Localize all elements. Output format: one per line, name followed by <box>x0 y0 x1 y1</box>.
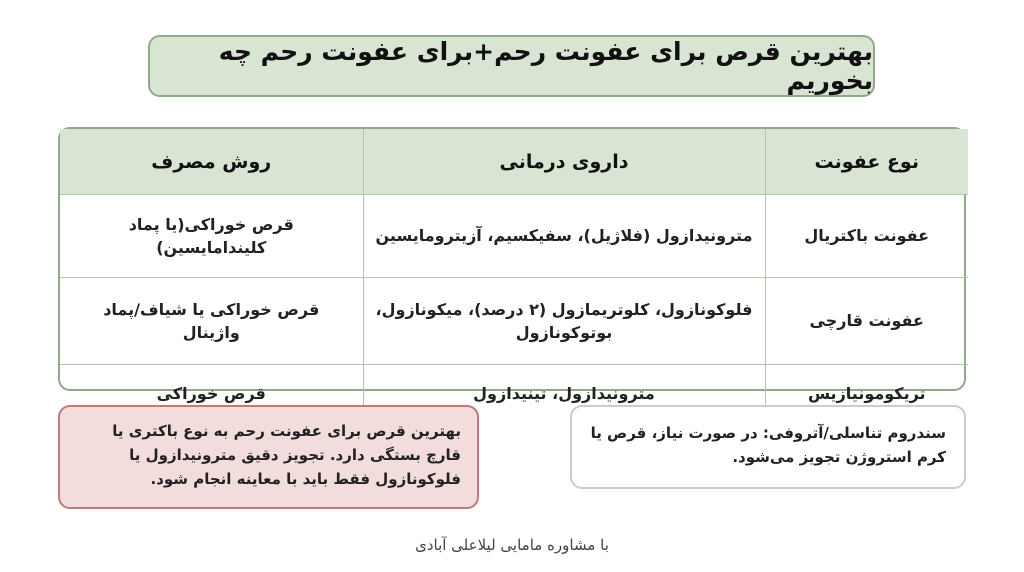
footer-credit: با مشاوره مامایی لیلاعلی آبادی <box>415 536 609 554</box>
warning-note: بهترین قرص برای عفونت رحم به نوع باکتری یا قارچ بستگی دارد. تجویز دقیق مترونیدازول یا فلوکونازول فقط باید با معاینه انجام شود. <box>58 405 479 509</box>
cell-usage-method: قرص خوراکی(یا پماد کلیندامایسین) <box>60 195 363 278</box>
treatment-table-grid <box>60 129 968 423</box>
table-row <box>60 278 968 365</box>
page-title-box <box>148 35 875 97</box>
page-title: بهترین قرص برای عفونت رحم+برای عفونت رحم چه بخوریم <box>218 37 873 95</box>
cell-usage-method: قرص خوراکی یا شیاف/پماد واژینال <box>60 278 363 365</box>
header-infection-type: نوع عفونت <box>765 129 968 195</box>
cell-medication: مترونیدازول (فلاژیل)، سفیکسیم، آزیترومایسین <box>363 195 765 278</box>
cell-medication: فلوکونازول، کلوتریمازول (۲ درصد)، میکونازول، بوتوکونازول <box>363 278 765 365</box>
table-row <box>60 195 968 278</box>
treatment-table <box>58 127 966 404</box>
table-header-row <box>60 129 968 195</box>
cell-infection-type: تریکومونیازیس <box>765 365 968 424</box>
header-usage-method: روش مصرف <box>60 129 363 195</box>
cell-infection-type: عفونت قارچی <box>765 278 968 365</box>
cell-usage-method: قرص خوراکی <box>60 365 363 424</box>
cell-infection-type: عفونت باکتریال <box>765 195 968 278</box>
header-medication: داروی درمانی <box>363 129 765 195</box>
estrogen-note: سندروم تناسلی/آتروفی: در صورت نیاز، قرص یا کرم استروژن تجویز می‌شود. <box>570 405 966 489</box>
cell-medication: مترونیدازول، تینیدازول <box>363 365 765 424</box>
